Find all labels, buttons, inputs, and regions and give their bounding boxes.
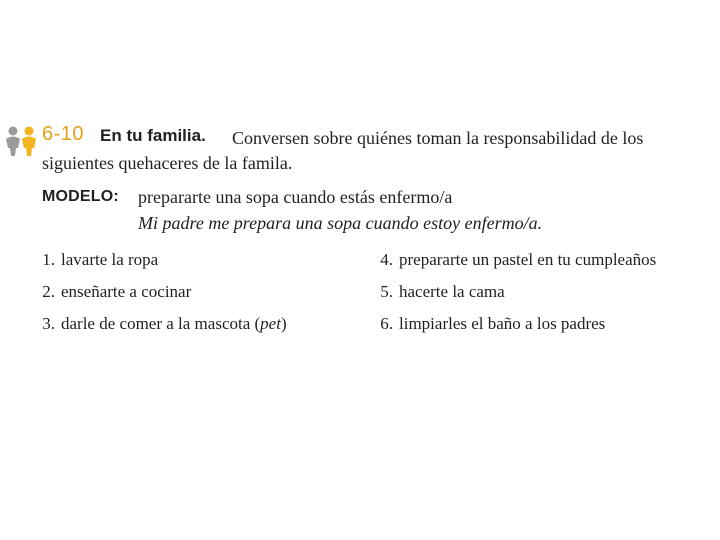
item-text: lavarte la ropa	[61, 250, 159, 269]
item-number: 2.	[42, 282, 55, 301]
modelo-prompt: prepararte una sopa cuando estás enfermo/a	[138, 187, 453, 207]
list-item	[368, 250, 656, 270]
list-item	[368, 314, 605, 334]
item-number: 6.	[380, 314, 393, 333]
list-item	[30, 250, 158, 270]
exercise-number: 6-10	[42, 123, 85, 145]
item-text: hacerte la cama	[399, 282, 505, 301]
item-text: limpiarles el baño a los padres	[399, 314, 606, 333]
item-text-italic: pet	[260, 314, 281, 333]
instructions-line-2: siguientes quehaceres de la famila.	[42, 153, 293, 173]
modelo-answer: Mi padre me prepara una sopa cuando estoy enfermo/a.	[138, 213, 543, 233]
item-text-after: )	[280, 314, 287, 333]
modelo-label: MODELO:	[42, 188, 119, 205]
item-number: 4.	[380, 250, 393, 269]
item-number: 3.	[42, 314, 55, 333]
list-item	[368, 282, 505, 302]
pair-work-icon	[4, 124, 40, 158]
item-text: enseñarte a cocinar	[61, 282, 192, 301]
list-item	[30, 314, 287, 334]
instructions-line-1: Conversen sobre quiénes toman la responsabilidad de los	[232, 128, 644, 148]
item-number: 1.	[42, 250, 55, 269]
item-number: 5.	[380, 282, 393, 301]
item-text: prepararte un pastel en tu cumpleaños	[399, 250, 657, 269]
exercise-title: En tu familia.	[100, 126, 206, 145]
item-text: darle de comer a la mascota (	[61, 314, 261, 333]
list-item	[30, 282, 191, 302]
